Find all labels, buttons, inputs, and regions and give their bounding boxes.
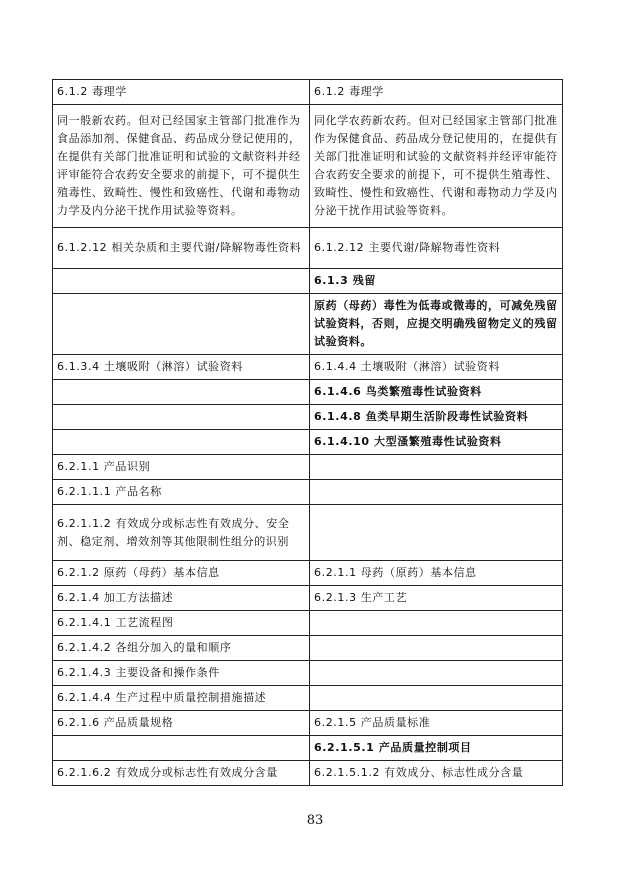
table-cell-left: 6.2.1.6 产品质量规格 <box>53 711 310 736</box>
table-row <box>53 736 563 761</box>
table-row <box>53 636 563 661</box>
table-cell-left <box>53 380 310 405</box>
table-row <box>53 455 563 480</box>
comparison-table <box>52 79 563 786</box>
table-cell-right: 原药（母药）毒性为低毒或微毒的，可减免残留试验资料，否则，应提交明确残留物定义的残留试验资料。 <box>310 294 563 355</box>
table-cell-right: 6.2.1.5 产品质量标准 <box>310 711 563 736</box>
table-cell-right: 6.2.1.3 生产工艺 <box>310 586 563 611</box>
table-cell-left: 6.2.1.2 原药（母药）基本信息 <box>53 561 310 586</box>
table-cell-right: 6.2.1.5.1 产品质量控制项目 <box>310 736 563 761</box>
table-row <box>53 380 563 405</box>
table-cell-left: 6.1.2.12 相关杂质和主要代谢/降解物毒性资料 <box>53 228 310 269</box>
table-cell-right: 同化学农药新农药。但对已经国家主管部门批准作为保健食品、药品成分登记使用的，在提供有关部门批准证明和试验的文献资料并经评审能符合农药安全要求的前提下，可不提供生殖毒性、致畸性、慢性和致癌性、代谢和毒物动力学及内分泌干扰作用试验等资料。 <box>310 105 563 228</box>
table-cell-right <box>310 661 563 686</box>
table-cell-left: 6.2.1.1 产品识别 <box>53 455 310 480</box>
table-row <box>53 228 563 269</box>
table-cell-right <box>310 611 563 636</box>
table-cell-left <box>53 269 310 294</box>
table-row <box>53 105 563 228</box>
page-number: 83 <box>306 813 324 828</box>
table-row <box>53 294 563 355</box>
table-cell-right: 6.2.1.5.1.2 有效成分、标志性成分含量 <box>310 761 563 786</box>
table-row <box>53 430 563 455</box>
table-cell-left <box>53 736 310 761</box>
table-cell-right <box>310 686 563 711</box>
table-cell-right: 6.1.2.12 主要代谢/降解物毒性资料 <box>310 228 563 269</box>
table-cell-left: 6.2.1.4.2 各组分加入的量和顺序 <box>53 636 310 661</box>
table-cell-right: 6.1.4.10 大型溞繁殖毒性试验资料 <box>310 430 563 455</box>
table-row <box>53 586 563 611</box>
table-cell-left: 6.2.1.1.2 有效成分或标志性有效成分、安全剂、稳定剂、增效剂等其他限制性组分的识别 <box>53 505 310 561</box>
table-row <box>53 269 563 294</box>
table-cell-left: 同一般新农药。但对已经国家主管部门批准作为食品添加剂、保健食品、药品成分登记使用的，在提供有关部门批准证明和试验的文献资料并经评审能符合农药安全要求的前提下，可不提供生殖毒性、致畸性、慢性和致癌性、代谢和毒物动力学及内分泌干扰作用试验等资料。 <box>53 105 310 228</box>
table-cell-left: 6.2.1.4.3 主要设备和操作条件 <box>53 661 310 686</box>
table-cell-left: 6.2.1.4.4 生产过程中质量控制措施描述 <box>53 686 310 711</box>
table-row <box>53 686 563 711</box>
table-cell-left: 6.2.1.6.2 有效成分或标志性有效成分含量 <box>53 761 310 786</box>
table-cell-right: 6.1.4.4 土壤吸附（淋溶）试验资料 <box>310 355 563 380</box>
table-cell-left: 6.1.3.4 土壤吸附（淋溶）试验资料 <box>53 355 310 380</box>
table-row <box>53 355 563 380</box>
table-cell-right: 6.1.3 残留 <box>310 269 563 294</box>
table-row <box>53 480 563 505</box>
table-row <box>53 505 563 561</box>
table-cell-right <box>310 505 563 561</box>
table-row <box>53 611 563 636</box>
table-row <box>53 661 563 686</box>
table-cell-right: 6.1.4.8 鱼类早期生活阶段毒性试验资料 <box>310 405 563 430</box>
table-cell-left: 6.2.1.1.1 产品名称 <box>53 480 310 505</box>
table-row <box>53 405 563 430</box>
table-row <box>53 80 563 105</box>
table-cell-left: 6.1.2 毒理学 <box>53 80 310 105</box>
table-cell-right <box>310 455 563 480</box>
table-cell-left: 6.2.1.4 加工方法描述 <box>53 586 310 611</box>
table-cell-right <box>310 636 563 661</box>
table-row <box>53 761 563 786</box>
table-row <box>53 711 563 736</box>
table-row <box>53 561 563 586</box>
table-cell-right: 6.1.4.6 鸟类繁殖毒性试验资料 <box>310 380 563 405</box>
table-cell-right <box>310 480 563 505</box>
table-cell-left <box>53 405 310 430</box>
table-cell-left: 6.2.1.4.1 工艺流程图 <box>53 611 310 636</box>
table-cell-left <box>53 430 310 455</box>
table-cell-right: 6.1.2 毒理学 <box>310 80 563 105</box>
table-cell-left <box>53 294 310 355</box>
table-cell-right: 6.2.1.1 母药（原药）基本信息 <box>310 561 563 586</box>
